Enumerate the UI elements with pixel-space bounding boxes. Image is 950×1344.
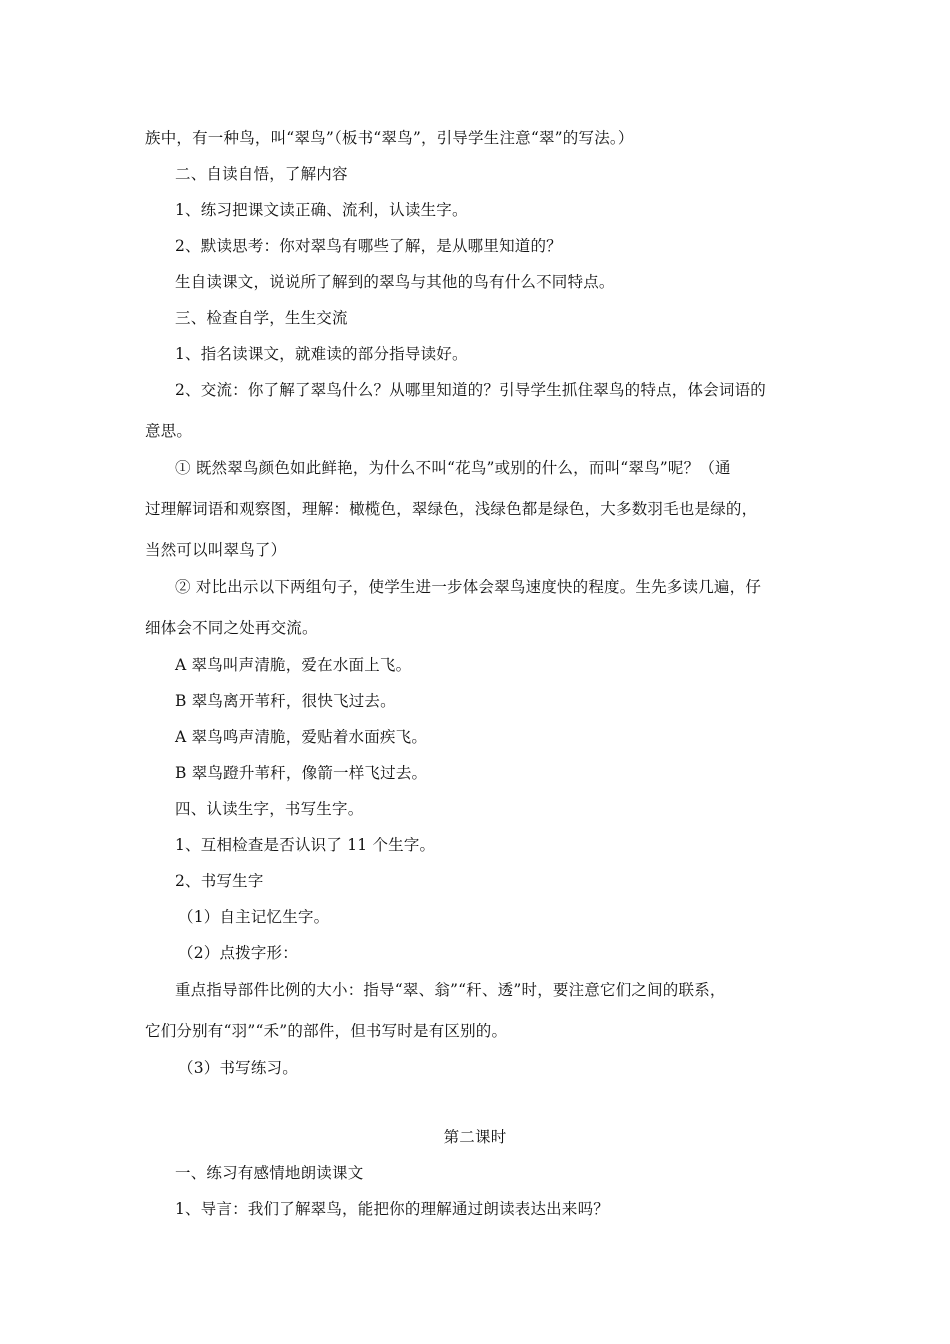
paragraph-line: 意思。: [145, 422, 193, 440]
list-item: 1、导言：我们了解翠鸟，能把你的理解通过朗读表达出来吗？: [175, 1200, 609, 1218]
paragraph-line: 重点指导部件比例的大小：指导“翠、翁”“秆、透”时，要注意它们之间的联系，: [175, 981, 726, 999]
section-heading: 二、自读自悟，了解内容: [175, 165, 348, 183]
example-sentence: B 翠鸟离开苇秆，很快飞过去。: [175, 692, 396, 710]
list-item: ① 既然翠鸟颜色如此鲜艳，为什么不叫“花鸟”或别的什么，而叫“翠鸟”呢？（通: [175, 459, 731, 477]
example-sentence: A 翠鸟叫声清脆，爱在水面上飞。: [175, 656, 412, 674]
paragraph-line: 它们分别有“羽”“禾”的部件，但书写时是有区别的。: [145, 1022, 508, 1040]
list-item: 1、指名读课文，就难读的部分指导读好。: [175, 345, 468, 363]
list-item: 1、互相检查是否认识了 11 个生字。: [175, 836, 436, 854]
paragraph-line: 细体会不同之处再交流。: [145, 619, 318, 637]
section-heading: 四、认读生字，书写生字。: [175, 800, 364, 818]
list-item: （2）点拨字形：: [178, 944, 298, 962]
list-item: 1、练习把课文读正确、流利，认读生字。: [175, 201, 468, 219]
list-item: 2、书写生字: [175, 872, 264, 890]
paragraph-line: 当然可以叫翠鸟了）: [145, 541, 287, 559]
example-sentence: B 翠鸟蹬升苇秆，像箭一样飞过去。: [175, 764, 428, 782]
lesson-heading: 第二课时: [443, 1128, 507, 1146]
list-item: 2、默读思考：你对翠鸟有哪些了解，是从哪里知道的？: [175, 237, 562, 255]
paragraph-line: 过理解词语和观察图，理解：橄榄色，翠绿色，浅绿色都是绿色，大多数羽毛也是绿的，: [145, 500, 758, 518]
paragraph-line: 族中，有一种鸟，叫“翠鸟”（板书“翠鸟”，引导学生注意“翠”的写法。）: [145, 129, 634, 147]
list-item: 2、交流：你了解了翠鸟什么？从哪里知道的？引导学生抓住翠鸟的特点，体会词语的: [175, 381, 766, 399]
list-item: （3）书写练习。: [178, 1059, 298, 1077]
section-heading: 三、检查自学，生生交流: [175, 309, 348, 327]
list-item: （1）自主记忆生字。: [178, 908, 330, 926]
section-heading: 一、练习有感情地朗读课文: [175, 1164, 364, 1182]
list-item: ② 对比出示以下两组句子，使学生进一步体会翠鸟速度快的程度。生先多读几遍，仔: [175, 578, 762, 596]
paragraph-line: 生自读课文，说说所了解到的翠鸟与其他的鸟有什么不同特点。: [175, 273, 615, 291]
example-sentence: A 翠鸟鸣声清脆，爱贴着水面疾飞。: [175, 728, 428, 746]
